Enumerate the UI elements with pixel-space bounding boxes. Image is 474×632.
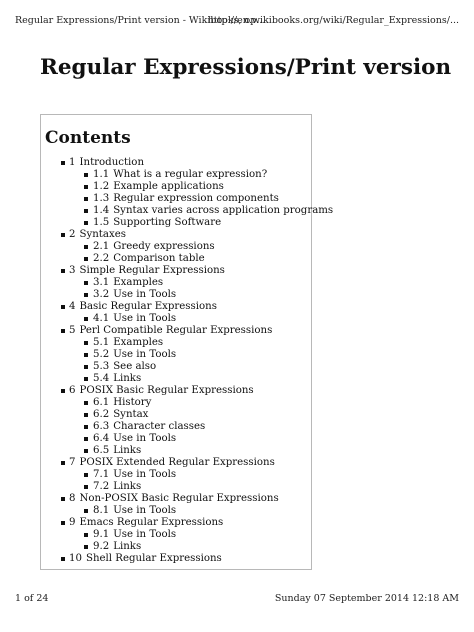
print-timestamp: Sunday 07 September 2014 12:18 AM <box>274 593 459 604</box>
toc-number: 1 <box>69 157 76 168</box>
bullet-icon <box>61 497 65 501</box>
toc-subsection-link[interactable] <box>41 253 311 265</box>
toc-label: Use in Tools <box>113 349 177 360</box>
toc-number: 6.4 <box>93 433 110 444</box>
toc-subsection-link[interactable] <box>41 469 311 481</box>
toc-label: History <box>113 397 152 408</box>
toc-label: Introduction <box>79 157 145 168</box>
toc-section-link[interactable] <box>41 517 311 529</box>
print-header <box>15 14 459 28</box>
toc-label: Use in Tools <box>113 289 177 300</box>
bullet-icon <box>84 485 88 489</box>
bullet-icon <box>84 173 88 177</box>
toc-subsection-link[interactable] <box>41 241 311 253</box>
toc-label: Example applications <box>113 181 224 192</box>
toc-section-link[interactable] <box>41 493 311 505</box>
bullet-icon <box>61 389 65 393</box>
toc-section-link[interactable] <box>41 385 311 397</box>
toc-section-link[interactable] <box>41 325 311 337</box>
bullet-icon <box>84 209 88 213</box>
toc-subsection-link[interactable] <box>41 433 311 445</box>
table-of-contents <box>40 114 334 570</box>
toc-section-link[interactable] <box>41 301 311 313</box>
toc-number: 1.3 <box>93 193 110 204</box>
toc-number: 6 <box>69 385 76 396</box>
bullet-icon <box>84 197 88 201</box>
toc-number: 7 <box>69 457 76 468</box>
bullet-icon <box>84 473 88 477</box>
toc-number: 9.2 <box>93 541 110 552</box>
bullet-icon <box>84 545 88 549</box>
toc-label: What is a regular expression? <box>113 169 268 180</box>
header-page-title: Regular Expressions/Print version - Wikibooks, op... <box>15 15 266 26</box>
toc-label: Shell Regular Expressions <box>85 553 222 564</box>
toc-section-link[interactable] <box>41 553 311 565</box>
toc-subsection-link[interactable] <box>41 505 311 517</box>
toc-subsection-link[interactable] <box>41 481 311 493</box>
toc-number: 6.2 <box>93 409 110 420</box>
toc-section-link[interactable] <box>41 157 311 169</box>
toc-label: Syntaxes <box>79 229 126 240</box>
bullet-icon <box>84 185 88 189</box>
print-footer <box>15 592 459 606</box>
toc-number: 3 <box>69 265 76 276</box>
bullet-icon <box>84 221 88 225</box>
bullet-icon <box>61 305 65 309</box>
toc-subsection-link[interactable] <box>41 313 311 325</box>
bullet-icon <box>84 437 88 441</box>
toc-number: 9 <box>69 517 76 528</box>
toc-number: 8 <box>69 493 76 504</box>
toc-label: Comparison table <box>113 253 205 264</box>
toc-label: Emacs Regular Expressions <box>79 517 224 528</box>
toc-number: 2 <box>69 229 76 240</box>
bullet-icon <box>84 353 88 357</box>
toc-number: 3.1 <box>93 277 110 288</box>
toc-number: 2.2 <box>93 253 110 264</box>
toc-number: 5 <box>69 325 76 336</box>
toc-label: Examples <box>113 277 164 288</box>
page-title: Regular Expressions/Print version <box>40 55 452 80</box>
toc-subsection-link[interactable] <box>41 205 334 217</box>
toc-number: 3.2 <box>93 289 110 300</box>
toc-label: Use in Tools <box>113 433 177 444</box>
toc-number: 7.2 <box>93 481 110 492</box>
toc-label: Examples <box>113 337 164 348</box>
toc-label: Non-POSIX Basic Regular Expressions <box>79 493 279 504</box>
bullet-icon <box>84 281 88 285</box>
toc-number: 5.3 <box>93 361 110 372</box>
toc-label: Simple Regular Expressions <box>79 265 225 276</box>
bullet-icon <box>84 413 88 417</box>
toc-number: 6.1 <box>93 397 110 408</box>
bullet-icon <box>61 461 65 465</box>
toc-section-link[interactable] <box>41 265 311 277</box>
toc-number: 1.1 <box>93 169 110 180</box>
toc-label: Use in Tools <box>113 469 177 480</box>
bullet-icon <box>84 425 88 429</box>
toc-label: POSIX Basic Regular Expressions <box>79 385 254 396</box>
toc-label: Perl Compatible Regular Expressions <box>79 325 273 336</box>
toc-number: 4.1 <box>93 313 110 324</box>
toc-label: Use in Tools <box>113 505 177 516</box>
toc-number: 1.2 <box>93 181 110 192</box>
toc-number: 1.4 <box>93 205 110 216</box>
toc-label: Links <box>113 445 142 456</box>
toc-number: 2.1 <box>93 241 110 252</box>
toc-number: 8.1 <box>93 505 110 516</box>
toc-subsection-link[interactable] <box>41 541 311 553</box>
toc-subsection-link[interactable] <box>41 289 311 301</box>
toc-subsection-link[interactable] <box>41 193 311 205</box>
toc-number: 7.1 <box>93 469 110 480</box>
toc-number: 5.2 <box>93 349 110 360</box>
toc-number: 6.5 <box>93 445 110 456</box>
toc-number: 4 <box>69 301 76 312</box>
toc-title: Contents <box>45 128 131 148</box>
toc-label: Use in Tools <box>113 313 177 324</box>
bullet-icon <box>84 293 88 297</box>
toc-number: 6.3 <box>93 421 110 432</box>
toc-label: Regular expression components <box>113 193 279 204</box>
toc-label: Links <box>113 481 142 492</box>
bullet-icon <box>61 161 65 165</box>
bullet-icon <box>84 401 88 405</box>
toc-label: Character classes <box>113 421 206 432</box>
toc-number: 10 <box>69 553 82 564</box>
toc-subsection-link[interactable] <box>41 169 311 181</box>
toc-subsection-link[interactable] <box>41 409 311 421</box>
toc-number: 9.1 <box>93 529 110 540</box>
bullet-icon <box>84 317 88 321</box>
bullet-icon <box>84 365 88 369</box>
bullet-icon <box>61 521 65 525</box>
bullet-icon <box>84 509 88 513</box>
toc-subsection-link[interactable] <box>41 277 311 289</box>
bullet-icon <box>61 233 65 237</box>
bullet-icon <box>84 257 88 261</box>
toc-number: 5.4 <box>93 373 110 384</box>
toc-label: Greedy expressions <box>113 241 215 252</box>
toc-subsection-link[interactable] <box>41 217 311 229</box>
toc-number: 1.5 <box>93 217 110 228</box>
bullet-icon <box>61 269 65 273</box>
toc-subsection-link[interactable] <box>41 397 311 409</box>
toc-number: 5.1 <box>93 337 110 348</box>
toc-label: Use in Tools <box>113 529 177 540</box>
toc-label: Syntax <box>113 409 149 420</box>
bullet-icon <box>84 377 88 381</box>
bullet-icon <box>84 449 88 453</box>
toc-subsection-link[interactable] <box>41 529 311 541</box>
toc-subsection-link[interactable] <box>41 181 311 193</box>
header-url: http://en.wikibooks.org/wiki/Regular_Expressions/... <box>207 15 459 26</box>
bullet-icon <box>84 533 88 537</box>
toc-label: Supporting Software <box>113 217 222 228</box>
toc-label: Links <box>113 373 142 384</box>
bullet-icon <box>61 329 65 333</box>
toc-label: POSIX Extended Regular Expressions <box>79 457 275 468</box>
toc-section-link[interactable] <box>41 457 311 469</box>
toc-subsection-link[interactable] <box>41 373 311 385</box>
bullet-icon <box>84 341 88 345</box>
toc-subsection-link[interactable] <box>41 337 311 349</box>
toc-label: See also <box>113 361 157 372</box>
bullet-icon <box>61 557 65 561</box>
toc-subsection-link[interactable] <box>41 421 311 433</box>
toc-list <box>41 157 334 565</box>
toc-subsection-link[interactable] <box>41 349 311 361</box>
toc-section-link[interactable] <box>41 229 311 241</box>
bullet-icon <box>84 245 88 249</box>
toc-label: Links <box>113 541 142 552</box>
page-indicator: 1 of 24 <box>15 593 49 604</box>
toc-label: Syntax varies across application programs <box>113 205 334 216</box>
toc-subsection-link[interactable] <box>41 361 311 373</box>
toc-label: Basic Regular Expressions <box>79 301 217 312</box>
toc-subsection-link[interactable] <box>41 445 311 457</box>
